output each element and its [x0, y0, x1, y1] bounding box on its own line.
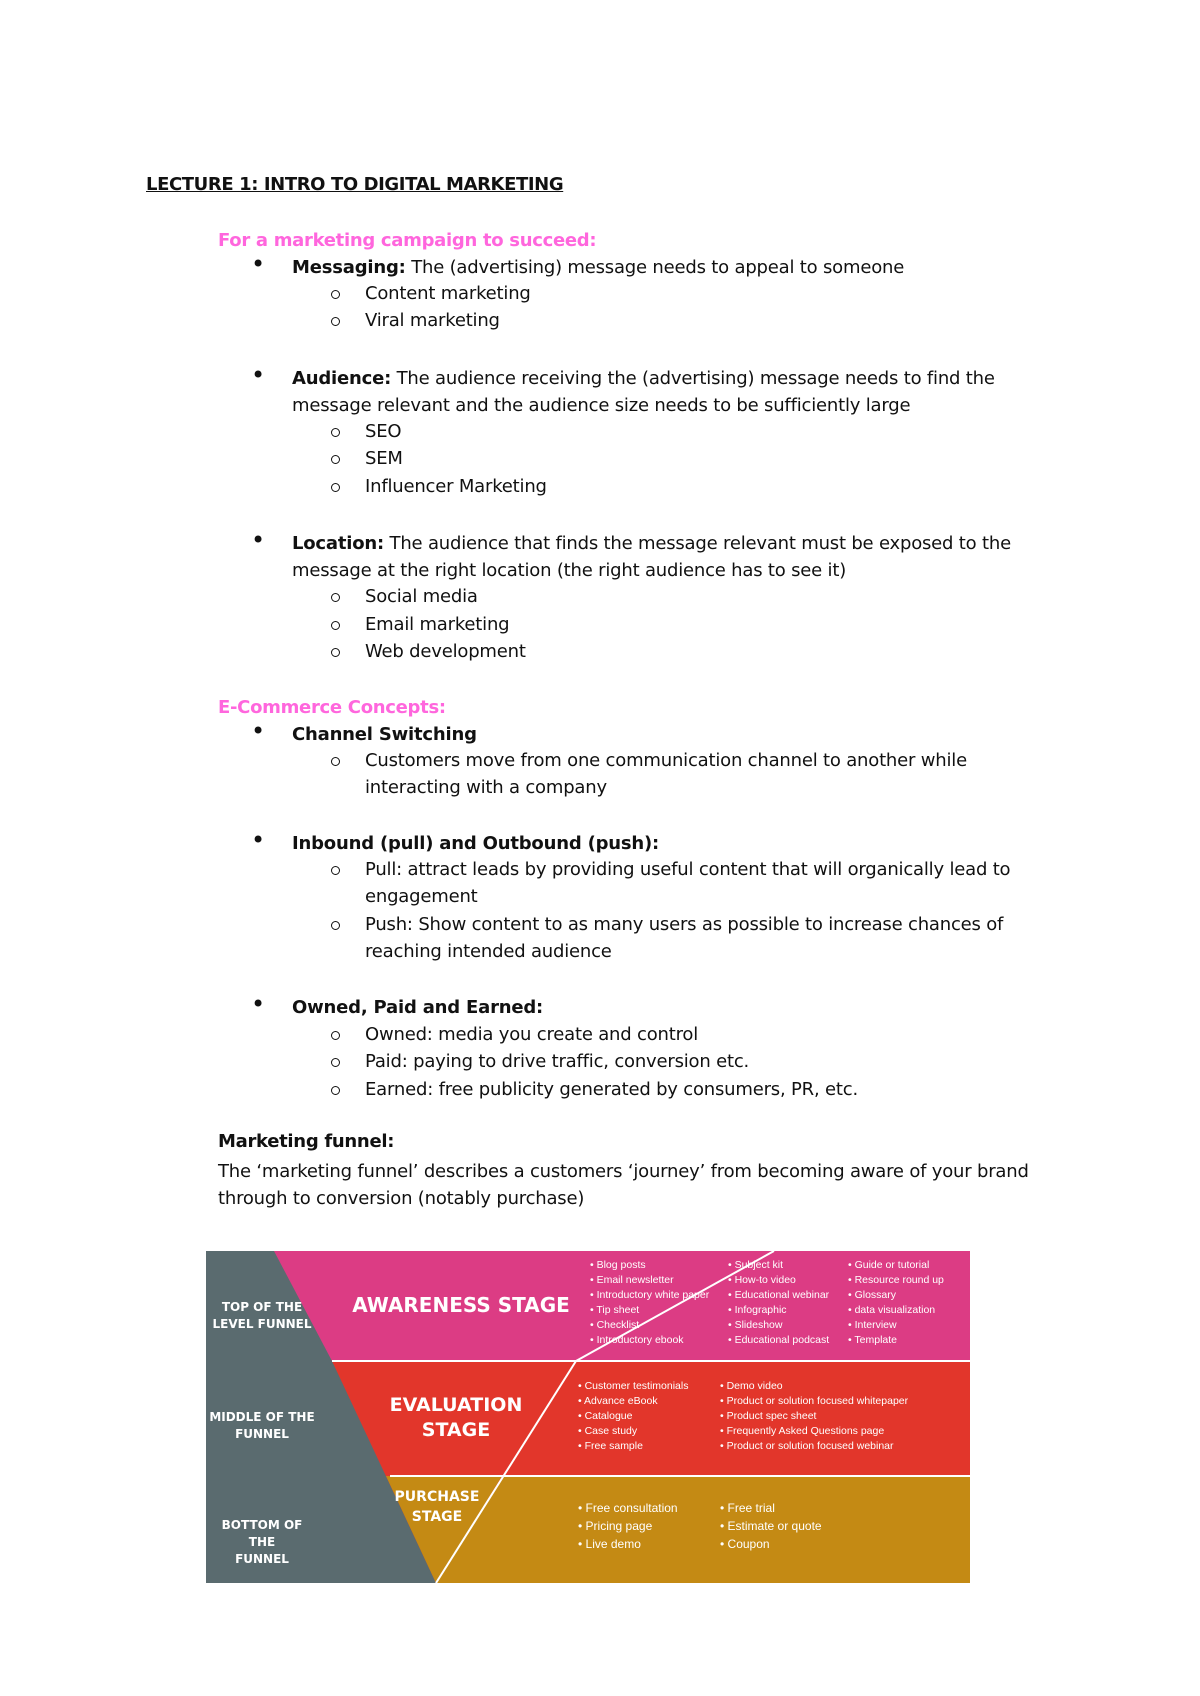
sub-item: Viral marketing: [365, 310, 500, 331]
sub-item: Customers move from one communication channel to another while: [365, 750, 967, 771]
sub-bullet: [331, 648, 340, 657]
sub-bullet: [331, 1086, 340, 1095]
list-item-continuation: message relevant and the audience size needs to be sufficiently large: [292, 395, 911, 416]
funnel-description-line-2: through to conversion (notably purchase): [218, 1188, 585, 1209]
sub-bullet: [331, 1058, 340, 1067]
sub-bullet: [331, 290, 340, 299]
sub-item-continuation: reaching intended audience: [365, 941, 612, 962]
side-label-top: TOP OF THE LEVEL FUNNEL: [212, 1300, 312, 1331]
funnel-description-line-1: The ‘marketing funnel’ describes a customers ‘journey’ from becoming aware of your brand: [218, 1161, 1029, 1182]
sub-item: Email marketing: [365, 614, 510, 635]
sub-bullet: [331, 483, 340, 492]
funnel-heading: Marketing funnel:: [218, 1131, 395, 1152]
stage-label-awareness: AWARENESS STAGE: [352, 1293, 570, 1317]
sub-item: Earned: free publicity generated by consumers, PR, etc.: [365, 1079, 858, 1100]
list-item-channel-switching: Channel Switching: [292, 724, 477, 745]
sub-item: Owned: media you create and control: [365, 1024, 699, 1045]
stage-label-evaluation: EVALUATION STAGE: [389, 1394, 523, 1441]
stage-label-purchase: PURCHASE STAGE: [394, 1489, 480, 1525]
section-heading-ecommerce: E-Commerce Concepts:: [218, 697, 446, 718]
awareness-column-1: • Blog posts • Email newsletter • Introductory white paper • Tip sheet • Checklist • Introductory ebook: [590, 1259, 710, 1346]
sub-item: Push: Show content to as many users as possible to increase chances of: [365, 914, 1004, 935]
evaluation-column-2: • Demo video • Product or solution focused whitepaper • Product spec sheet • Frequently Asked Questions page • Product or solution focused webinar: [720, 1380, 909, 1452]
sub-item: Pull: attract leads by providing useful content that will organically lead to: [365, 859, 1011, 880]
bullet: [251, 365, 265, 387]
side-label-bottom: BOTTOM OF THE FUNNEL: [221, 1518, 303, 1566]
sub-item-continuation: engagement: [365, 886, 478, 907]
sub-item: SEM: [365, 448, 403, 469]
evaluation-column-1: • Customer testimonials • Advance eBook • Catalogue • Case study • Free sample: [578, 1380, 689, 1452]
sub-bullet: [331, 593, 340, 602]
sub-item: Web development: [365, 641, 526, 662]
sub-bullet: [331, 921, 340, 930]
bullet: [251, 721, 265, 743]
list-item-owned-paid-earned: Owned, Paid and Earned:: [292, 997, 544, 1018]
sub-bullet: [331, 317, 340, 326]
purchase-column-1: • Free consultation • Pricing page • Live demo: [578, 1501, 678, 1551]
sub-bullet: [331, 621, 340, 630]
sub-bullet: [331, 866, 340, 875]
purchase-column-2: • Free trial • Estimate or quote • Coupon: [720, 1501, 822, 1551]
sub-bullet: [331, 757, 340, 766]
sub-item: Influencer Marketing: [365, 476, 547, 497]
sub-bullet: [331, 455, 340, 464]
list-item-audience: Audience: The audience receiving the (advertising) message needs to find the: [292, 368, 995, 389]
sub-item: SEO: [365, 421, 402, 442]
page-title: LECTURE 1: INTRO TO DIGITAL MARKETING: [146, 174, 564, 195]
section-heading-campaign: For a marketing campaign to succeed:: [218, 230, 597, 251]
sub-item: Social media: [365, 586, 478, 607]
sub-item: Paid: paying to drive traffic, conversion etc.: [365, 1051, 750, 1072]
sub-item-continuation: interacting with a company: [365, 777, 607, 798]
bullet: [251, 254, 265, 276]
list-item-location: Location: The audience that finds the message relevant must be exposed to the: [292, 533, 1011, 554]
sub-bullet: [331, 1031, 340, 1040]
marketing-funnel-graphic: [206, 1251, 970, 1583]
bullet: [251, 830, 265, 852]
list-item-continuation: message at the right location (the right audience has to see it): [292, 560, 847, 581]
awareness-column-3: • Guide or tutorial • Resource round up • Glossary • data visualization • Interview • Template: [848, 1259, 944, 1346]
list-item-inbound-outbound: Inbound (pull) and Outbound (push):: [292, 833, 660, 854]
sub-item: Content marketing: [365, 283, 531, 304]
bullet: [251, 994, 265, 1016]
awareness-column-2: • Subject kit • How-to video • Educational webinar • Infographic • Slideshow • Educational podcast: [728, 1259, 830, 1346]
list-item-messaging: Messaging: The (advertising) message needs to appeal to someone: [292, 257, 905, 278]
sub-bullet: [331, 428, 340, 437]
side-label-middle: MIDDLE OF THE FUNNEL: [209, 1410, 315, 1441]
bullet: [251, 530, 265, 552]
